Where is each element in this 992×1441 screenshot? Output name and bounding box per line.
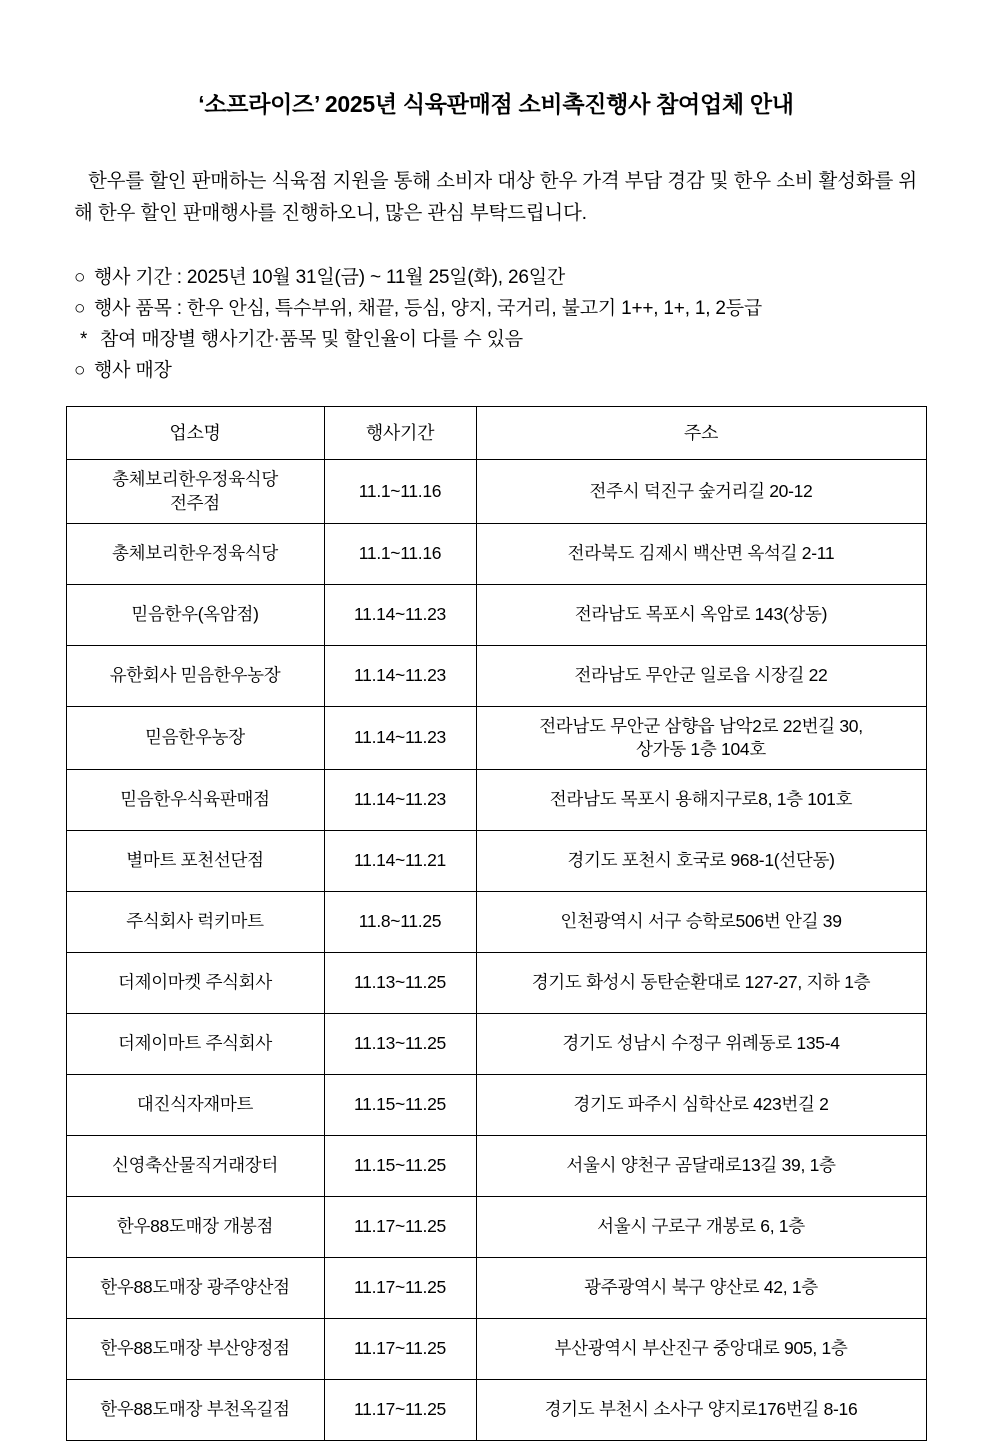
cell-business-name: 별마트 포천선단점 bbox=[66, 830, 324, 891]
table-body bbox=[66, 460, 926, 1440]
cell-address: 전라북도 김제시 백산면 옥석길 2-11 bbox=[476, 523, 926, 584]
table-row bbox=[66, 1074, 926, 1135]
cell-address: 경기도 성남시 수정구 위례동로 135-4 bbox=[476, 1013, 926, 1074]
bullet-line-items bbox=[74, 294, 932, 325]
table-row bbox=[66, 1196, 926, 1257]
cell-address: 인천광역시 서구 승학로506번 안길 39 bbox=[476, 891, 926, 952]
cell-business-name: 한우88도매장 부천옥길점 bbox=[66, 1379, 324, 1440]
bullet-text: 참여 매장별 행사기간·품목 및 할인율이 다를 수 있음 bbox=[100, 328, 523, 350]
cell-address: 서울시 구로구 개봉로 6, 1층 bbox=[476, 1196, 926, 1257]
cell-event-period: 11.1~11.16 bbox=[324, 523, 476, 584]
cell-business-name: 믿음한우(옥암점) bbox=[66, 584, 324, 645]
cell-business-name: 주식회사 럭키마트 bbox=[66, 891, 324, 952]
cell-event-period: 11.14~11.23 bbox=[324, 645, 476, 706]
cell-address: 서울시 양천구 곰달래로13길 39, 1층 bbox=[476, 1135, 926, 1196]
cell-event-period: 11.13~11.25 bbox=[324, 1013, 476, 1074]
cell-event-period: 11.14~11.21 bbox=[324, 830, 476, 891]
cell-event-period: 11.1~11.16 bbox=[324, 460, 476, 523]
table-row bbox=[66, 891, 926, 952]
table-row bbox=[66, 460, 926, 523]
cell-address: 부산광역시 부산진구 중앙대로 905, 1층 bbox=[476, 1318, 926, 1379]
bullet-text: 행사 품목 : 한우 안심, 특수부위, 채끝, 등심, 양지, 국거리, 불고기 1++, 1+, 1, 2등급 bbox=[94, 298, 763, 320]
bullet-text: 행사 매장 bbox=[94, 359, 172, 381]
cell-address: 전라남도 무안군 일로읍 시장길 22 bbox=[476, 645, 926, 706]
table-row bbox=[66, 1257, 926, 1318]
bullet-marker: ○ bbox=[74, 298, 86, 320]
cell-address: 광주광역시 북구 양산로 42, 1층 bbox=[476, 1257, 926, 1318]
cell-business-name: 총체보리한우정육식당 전주점 bbox=[66, 460, 324, 523]
cell-business-name: 더제이마트 주식회사 bbox=[66, 1013, 324, 1074]
cell-address: 전라남도 무안군 삼향읍 남악2로 22번길 30, 상가동 1층 104호 bbox=[476, 706, 926, 769]
cell-event-period: 11.17~11.25 bbox=[324, 1379, 476, 1440]
table-row bbox=[66, 830, 926, 891]
cell-business-name: 한우88도매장 개봉점 bbox=[66, 1196, 324, 1257]
bullet-line-note bbox=[74, 325, 932, 356]
bullet-line-period bbox=[74, 263, 932, 294]
table-row bbox=[66, 1318, 926, 1379]
cell-business-name: 한우88도매장 부산양정점 bbox=[66, 1318, 324, 1379]
cell-event-period: 11.8~11.25 bbox=[324, 891, 476, 952]
table-row bbox=[66, 645, 926, 706]
bullet-text: 행사 기간 : 2025년 10월 31일(금) ~ 11월 25일(화), 26일간 bbox=[94, 267, 566, 289]
cell-address: 경기도 부천시 소사구 양지로176번길 8-16 bbox=[476, 1379, 926, 1440]
cell-event-period: 11.17~11.25 bbox=[324, 1257, 476, 1318]
cell-business-name: 믿음한우식육판매점 bbox=[66, 769, 324, 830]
column-header-period: 행사기간 bbox=[324, 407, 476, 460]
column-header-name: 업소명 bbox=[66, 407, 324, 460]
cell-event-period: 11.14~11.23 bbox=[324, 584, 476, 645]
table-header-row bbox=[66, 407, 926, 460]
table-row bbox=[66, 584, 926, 645]
cell-event-period: 11.14~11.23 bbox=[324, 769, 476, 830]
cell-business-name: 대진식자재마트 bbox=[66, 1074, 324, 1135]
intro-paragraph: 한우를 할인 판매하는 식육점 지원을 통해 소비자 대상 한우 가격 부담 경감 및 한우 소비 활성화를 위해 한우 할인 판매행사를 진행하오니, 많은 관심 부탁드립니다. bbox=[74, 170, 917, 225]
cell-business-name: 더제이마켓 주식회사 bbox=[66, 952, 324, 1013]
page-title: ‘소프라이즈’ 2025년 식육판매점 소비촉진행사 참여업체 안내 bbox=[198, 91, 794, 117]
column-header-address: 주소 bbox=[476, 407, 926, 460]
table-row bbox=[66, 952, 926, 1013]
table-row bbox=[66, 523, 926, 584]
table-row bbox=[66, 769, 926, 830]
cell-address: 경기도 화성시 동탄순환대로 127-27, 지하 1층 bbox=[476, 952, 926, 1013]
venue-table bbox=[66, 406, 927, 1440]
cell-event-period: 11.15~11.25 bbox=[324, 1135, 476, 1196]
cell-business-name: 총체보리한우정육식당 bbox=[66, 523, 324, 584]
cell-event-period: 11.15~11.25 bbox=[324, 1074, 476, 1135]
bullet-marker: ○ bbox=[74, 359, 86, 381]
cell-business-name: 믿음한우농장 bbox=[66, 706, 324, 769]
cell-business-name: 한우88도매장 광주양산점 bbox=[66, 1257, 324, 1318]
cell-address: 전라남도 목포시 옥암로 143(상동) bbox=[476, 584, 926, 645]
cell-address: 전주시 덕진구 숲거리길 20-12 bbox=[476, 460, 926, 523]
cell-event-period: 11.17~11.25 bbox=[324, 1318, 476, 1379]
bullet-list bbox=[60, 263, 932, 386]
cell-business-name: 유한회사 믿음한우농장 bbox=[66, 645, 324, 706]
cell-address: 경기도 포천시 호국로 968-1(선단동) bbox=[476, 830, 926, 891]
cell-address: 경기도 파주시 심학산로 423번길 2 bbox=[476, 1074, 926, 1135]
cell-event-period: 11.13~11.25 bbox=[324, 952, 476, 1013]
bullet-line-stores bbox=[74, 356, 932, 387]
bullet-marker: ○ bbox=[74, 267, 86, 289]
cell-event-period: 11.14~11.23 bbox=[324, 706, 476, 769]
cell-address: 전라남도 목포시 용해지구로8, 1층 101호 bbox=[476, 769, 926, 830]
cell-event-period: 11.17~11.25 bbox=[324, 1196, 476, 1257]
table-row bbox=[66, 1013, 926, 1074]
bullet-marker: * bbox=[80, 328, 88, 350]
table-row bbox=[66, 706, 926, 769]
table-row bbox=[66, 1379, 926, 1440]
cell-business-name: 신영축산물직거래장터 bbox=[66, 1135, 324, 1196]
table-row bbox=[66, 1135, 926, 1196]
